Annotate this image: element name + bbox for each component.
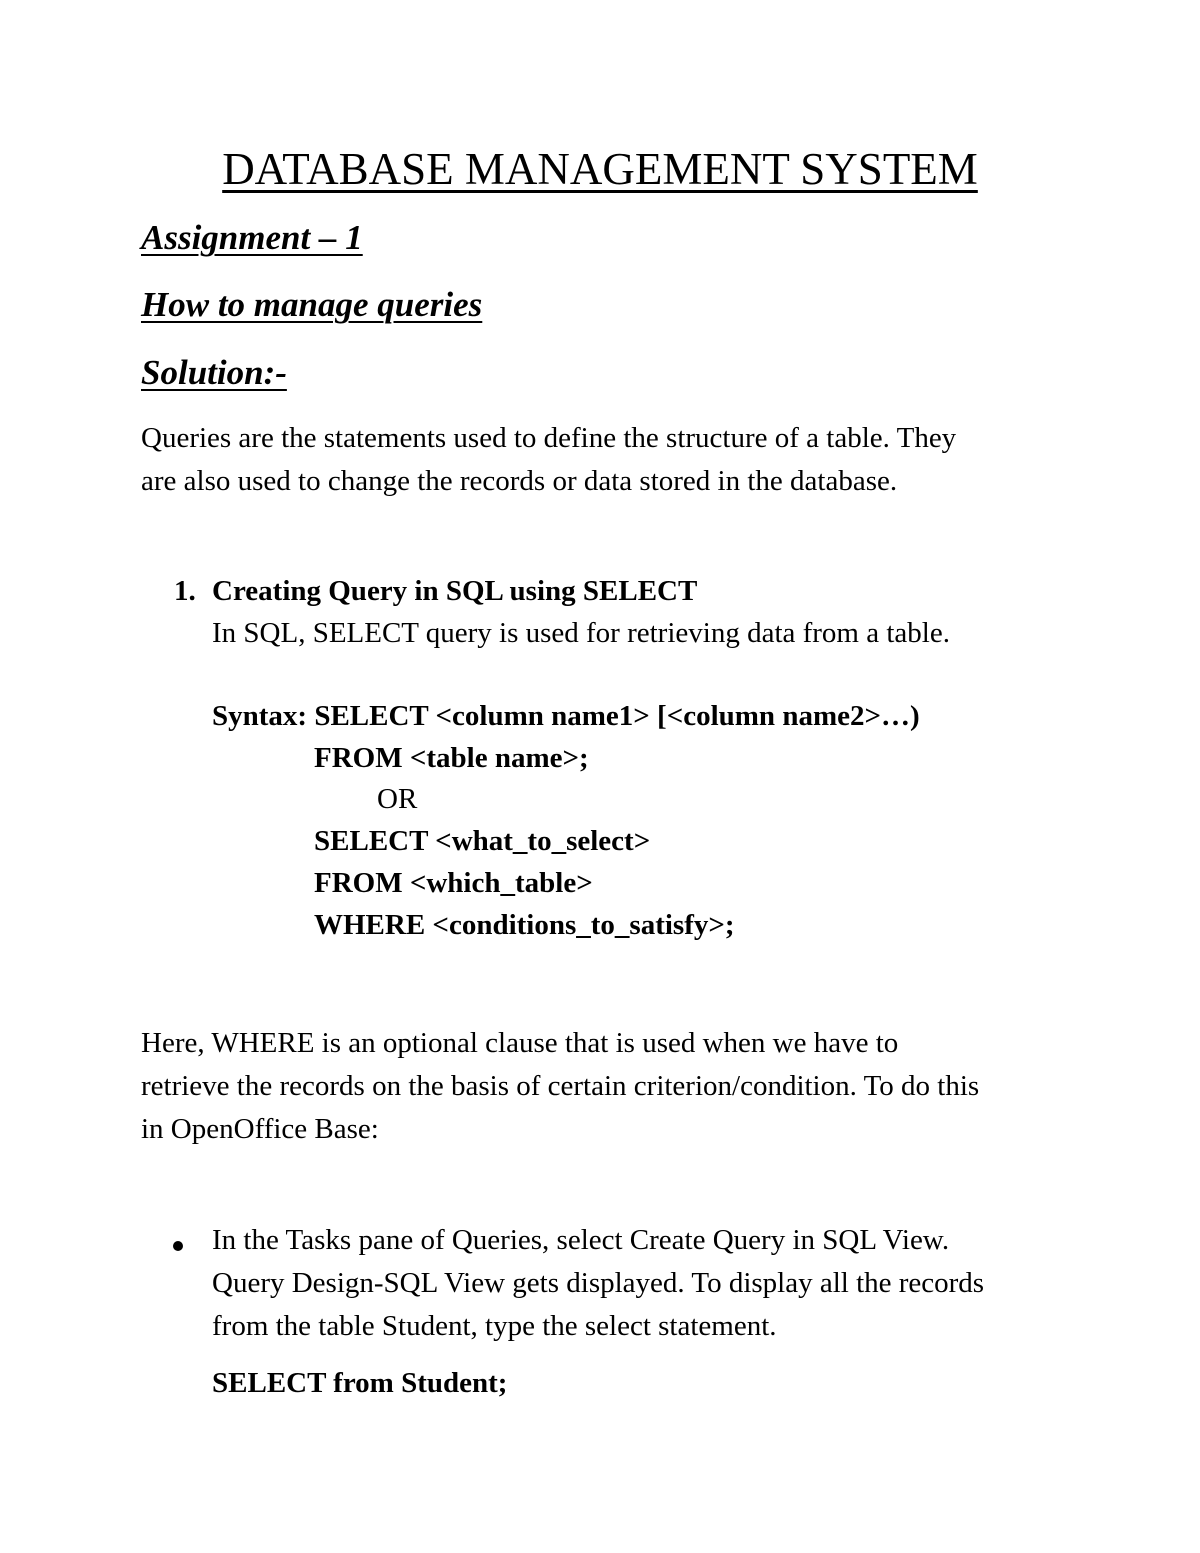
bullet-line-3: from the table Student, type the select statement.	[212, 1310, 777, 1342]
where-note-line-2: retrieve the records on the basis of certain criterion/condition. To do this	[141, 1070, 980, 1102]
topic-heading: How to manage queries	[141, 285, 483, 324]
solution-heading: Solution:-	[141, 353, 287, 392]
syntax-line-1: Syntax: SELECT <column name1> [<column name2>…)	[212, 700, 920, 732]
bullet-line-1: In the Tasks pane of Queries, select Create Query in SQL View.	[212, 1224, 950, 1256]
sql-code-example: SELECT from Student;	[212, 1367, 508, 1399]
document-title: DATABASE MANAGEMENT SYSTEM	[222, 144, 978, 194]
section-heading: Creating Query in SQL using SELECT	[212, 575, 698, 607]
syntax-line-6: WHERE <conditions_to_satisfy>;	[314, 909, 735, 941]
where-note-line-1: Here, WHERE is an optional clause that is used when we have to	[141, 1027, 899, 1059]
bullet-dot	[173, 1241, 183, 1251]
syntax-or: OR	[377, 783, 418, 815]
syntax-line-4: SELECT <what_to_select>	[314, 825, 651, 857]
intro-line-2: are also used to change the records or data stored in the database.	[141, 465, 898, 497]
bullet-line-2: Query Design-SQL View gets displayed. To display all the records	[212, 1267, 985, 1299]
section-description: In SQL, SELECT query is used for retrieving data from a table.	[212, 617, 950, 649]
section-number: 1.	[174, 575, 196, 607]
syntax-line-5: FROM <which_table>	[314, 867, 593, 899]
assignment-heading: Assignment – 1	[141, 218, 363, 257]
syntax-line-2: FROM <table name>;	[314, 742, 589, 774]
intro-line-1: Queries are the statements used to define the structure of a table. They	[141, 422, 957, 454]
where-note-line-3: in OpenOffice Base:	[141, 1113, 379, 1145]
